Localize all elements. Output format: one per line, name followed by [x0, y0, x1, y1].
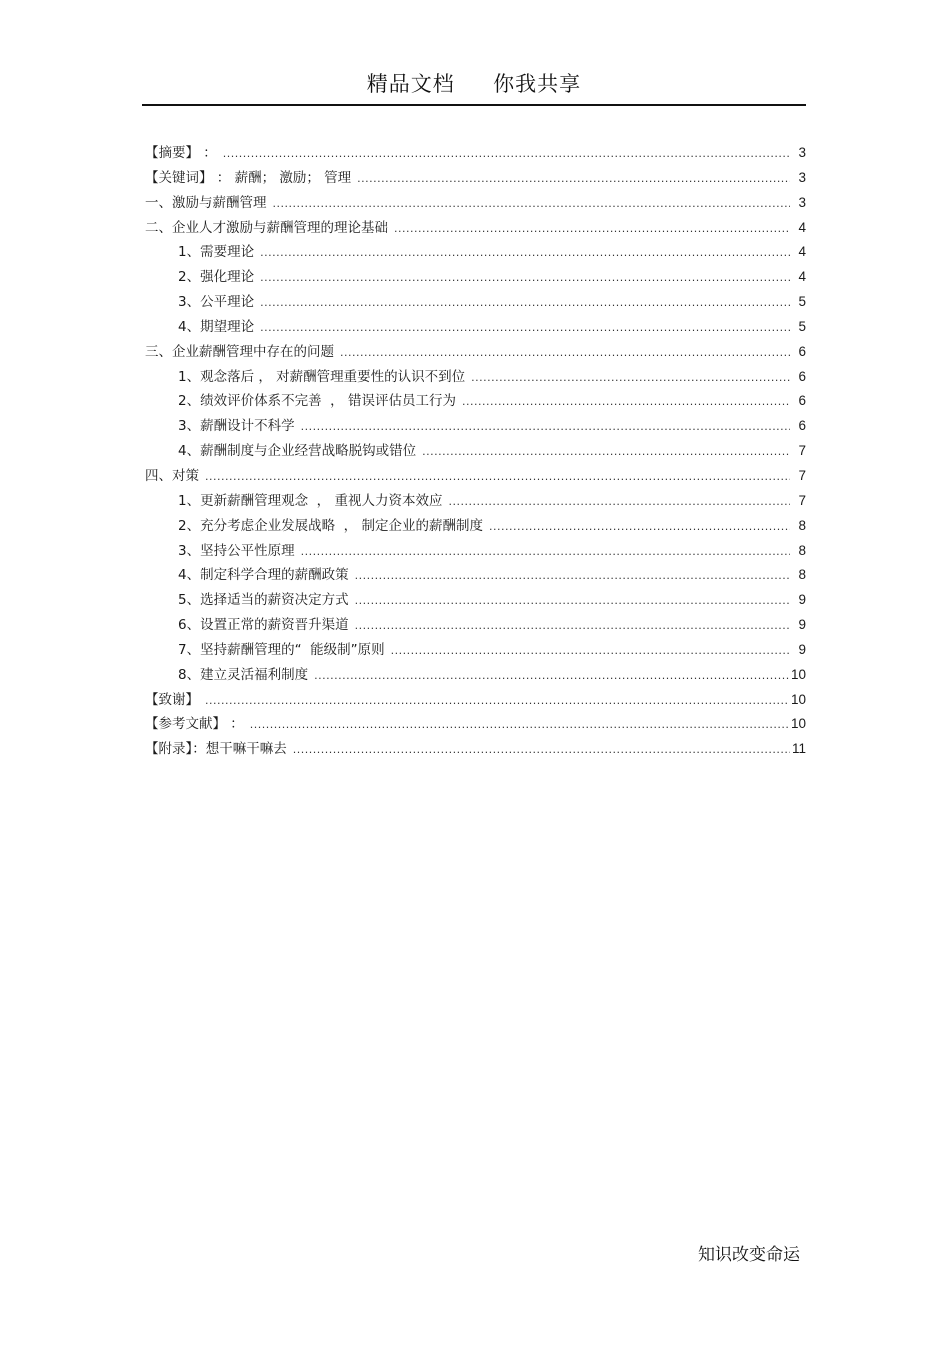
toc-entry-4-1[interactable] [145, 489, 806, 514]
toc-dot-leader [250, 713, 789, 738]
toc-entry-label: 【摘要】 ： [145, 145, 217, 161]
toc-dot-leader [357, 167, 790, 192]
header-title: 精品文档 你我共享 [366, 72, 582, 96]
toc-page-number: 6 [798, 418, 806, 434]
toc-entry-label: 7、坚持薪酬管理的“ 能级制”原则 [178, 641, 385, 658]
toc-dot-leader [355, 614, 790, 639]
toc-entry-chapter-2[interactable] [145, 216, 806, 241]
toc-entry-label: 1、更新薪酬管理观念 ， 重视人力资本效应 [178, 492, 443, 509]
toc-entry-4-3[interactable] [145, 539, 806, 564]
toc-entry-label: 【附录】：想干嘛干嘛去 [145, 741, 287, 758]
toc-entry-3-2[interactable] [145, 389, 806, 414]
toc-dot-leader [314, 664, 789, 689]
toc-entry-label: 2、绩效评价体系不完善 ， 错误评估员工行为 [178, 393, 456, 410]
toc-dot-leader [422, 440, 790, 465]
toc-dot-leader [260, 241, 790, 266]
toc-dot-leader [471, 366, 790, 391]
toc-page-number: 10 [790, 691, 806, 707]
toc-page-number: 4 [798, 269, 806, 285]
toc-page-number: 8 [798, 567, 806, 583]
toc-entry-label: 【参考文献】 ： [145, 716, 244, 733]
toc-dot-leader [293, 738, 790, 763]
toc-page-number: 3 [798, 194, 806, 210]
toc-entry-label: 3、公平理论 [178, 294, 255, 311]
toc-dot-leader [205, 465, 790, 490]
toc-entry-label: 8、建立灵活福利制度 [178, 666, 309, 683]
toc-dot-leader [260, 266, 790, 291]
toc-page-number: 6 [798, 368, 806, 384]
toc-entry-2-1[interactable] [145, 240, 806, 265]
toc-entry-label: 1、观念落后 ， 对薪酬管理重要性的认识不到位 [178, 368, 466, 385]
toc-entry-2-3[interactable] [145, 290, 806, 315]
toc-entry-4-7[interactable] [145, 638, 806, 663]
toc-dot-leader [273, 192, 791, 217]
toc-page-number: 5 [798, 294, 806, 310]
page-header [142, 70, 806, 106]
toc-page-number: 10 [790, 716, 806, 732]
toc-entry-4-2[interactable] [145, 514, 806, 539]
toc-page-number: 6 [798, 393, 806, 409]
toc-entry-4-5[interactable] [145, 588, 806, 613]
toc-dot-leader [462, 390, 790, 415]
toc-entry-label: 【关键词】 ： 薪酬； 激励； 管理 [145, 169, 352, 186]
toc-dot-leader [394, 217, 790, 242]
toc-entry-label: 一、激励与薪酬管理 [145, 194, 267, 211]
toc-dot-leader [489, 515, 790, 540]
toc-entry-label: 4、制定科学合理的薪酬政策 [178, 567, 349, 584]
toc-page-number: 11 [791, 741, 806, 757]
toc-entry-2-2[interactable] [145, 265, 806, 290]
toc-page-number: 3 [798, 169, 806, 185]
toc-page-number: 3 [798, 145, 806, 160]
toc-entry-chapter-4[interactable] [145, 464, 806, 489]
toc-dot-leader [355, 589, 790, 614]
toc-entry-keywords[interactable] [145, 166, 806, 191]
toc-entry-label: 1、需要理论 [178, 244, 255, 261]
page-footer: 知识改变命运 [698, 1245, 800, 1265]
toc-page-number: 4 [798, 219, 806, 235]
toc-entry-label: 二、企业人才激励与薪酬管理的理论基础 [145, 219, 388, 236]
toc-dot-leader [301, 415, 790, 440]
toc-entry-chapter-1[interactable] [145, 191, 806, 216]
toc-entry-label: 2、强化理论 [178, 269, 255, 286]
toc-entry-4-8[interactable] [145, 663, 806, 688]
toc-dot-leader [260, 316, 790, 341]
toc-entry-appendix[interactable] [145, 737, 806, 762]
toc-page-number: 5 [798, 318, 806, 334]
toc-entry-2-4[interactable] [145, 315, 806, 340]
toc-entry-label: 4、期望理论 [178, 318, 255, 335]
toc-entry-label: 4、薪酬制度与企业经营战略脱钩或错位 [178, 443, 417, 460]
toc-entry-3-1[interactable] [145, 365, 806, 390]
toc-page-number: 10 [790, 666, 806, 682]
toc-dot-leader [301, 540, 790, 565]
toc-entry-label: 3、坚持公平性原理 [178, 542, 295, 559]
toc-entry-label: 三、企业薪酬管理中存在的问题 [145, 343, 334, 360]
toc-page-number: 9 [798, 592, 806, 608]
toc-page-number: 6 [798, 343, 806, 359]
toc-entry-label: 6、设置正常的薪资晋升渠道 [178, 617, 349, 634]
toc-entry-label: 3、薪酬设计不科学 [178, 418, 295, 435]
toc-dot-leader [391, 639, 790, 664]
toc-entry-label: 【致谢】 [145, 691, 199, 708]
toc-dot-leader [223, 142, 790, 167]
toc-entry-3-4[interactable] [145, 439, 806, 464]
toc-dot-leader [205, 689, 789, 714]
toc-entry-acknowledgements[interactable] [145, 688, 806, 713]
toc-page-number: 7 [798, 492, 806, 508]
toc-dot-leader [340, 341, 790, 366]
toc-page-number: 4 [798, 244, 806, 260]
toc-entry-chapter-3[interactable] [145, 340, 806, 365]
table-of-contents [145, 141, 806, 762]
toc-page-number: 9 [798, 617, 806, 633]
toc-entry-4-4[interactable] [145, 563, 806, 588]
toc-entry-abstract[interactable] [145, 141, 806, 166]
toc-page-number: 8 [798, 517, 806, 533]
toc-entry-3-3[interactable] [145, 414, 806, 439]
toc-dot-leader [260, 291, 790, 316]
toc-page-number: 8 [798, 542, 806, 558]
toc-entry-label: 5、选择适当的薪资决定方式 [178, 592, 349, 609]
toc-dot-leader [355, 564, 790, 589]
toc-dot-leader [448, 490, 790, 515]
toc-entry-label: 四、对策 [145, 467, 199, 484]
toc-entry-4-6[interactable] [145, 613, 806, 638]
toc-page-number: 7 [798, 443, 806, 459]
toc-page-number: 7 [798, 467, 806, 483]
toc-entry-references[interactable] [145, 712, 806, 737]
toc-entry-label: 2、充分考虑企业发展战略 ， 制定企业的薪酬制度 [178, 517, 483, 534]
toc-page-number: 9 [798, 641, 806, 657]
